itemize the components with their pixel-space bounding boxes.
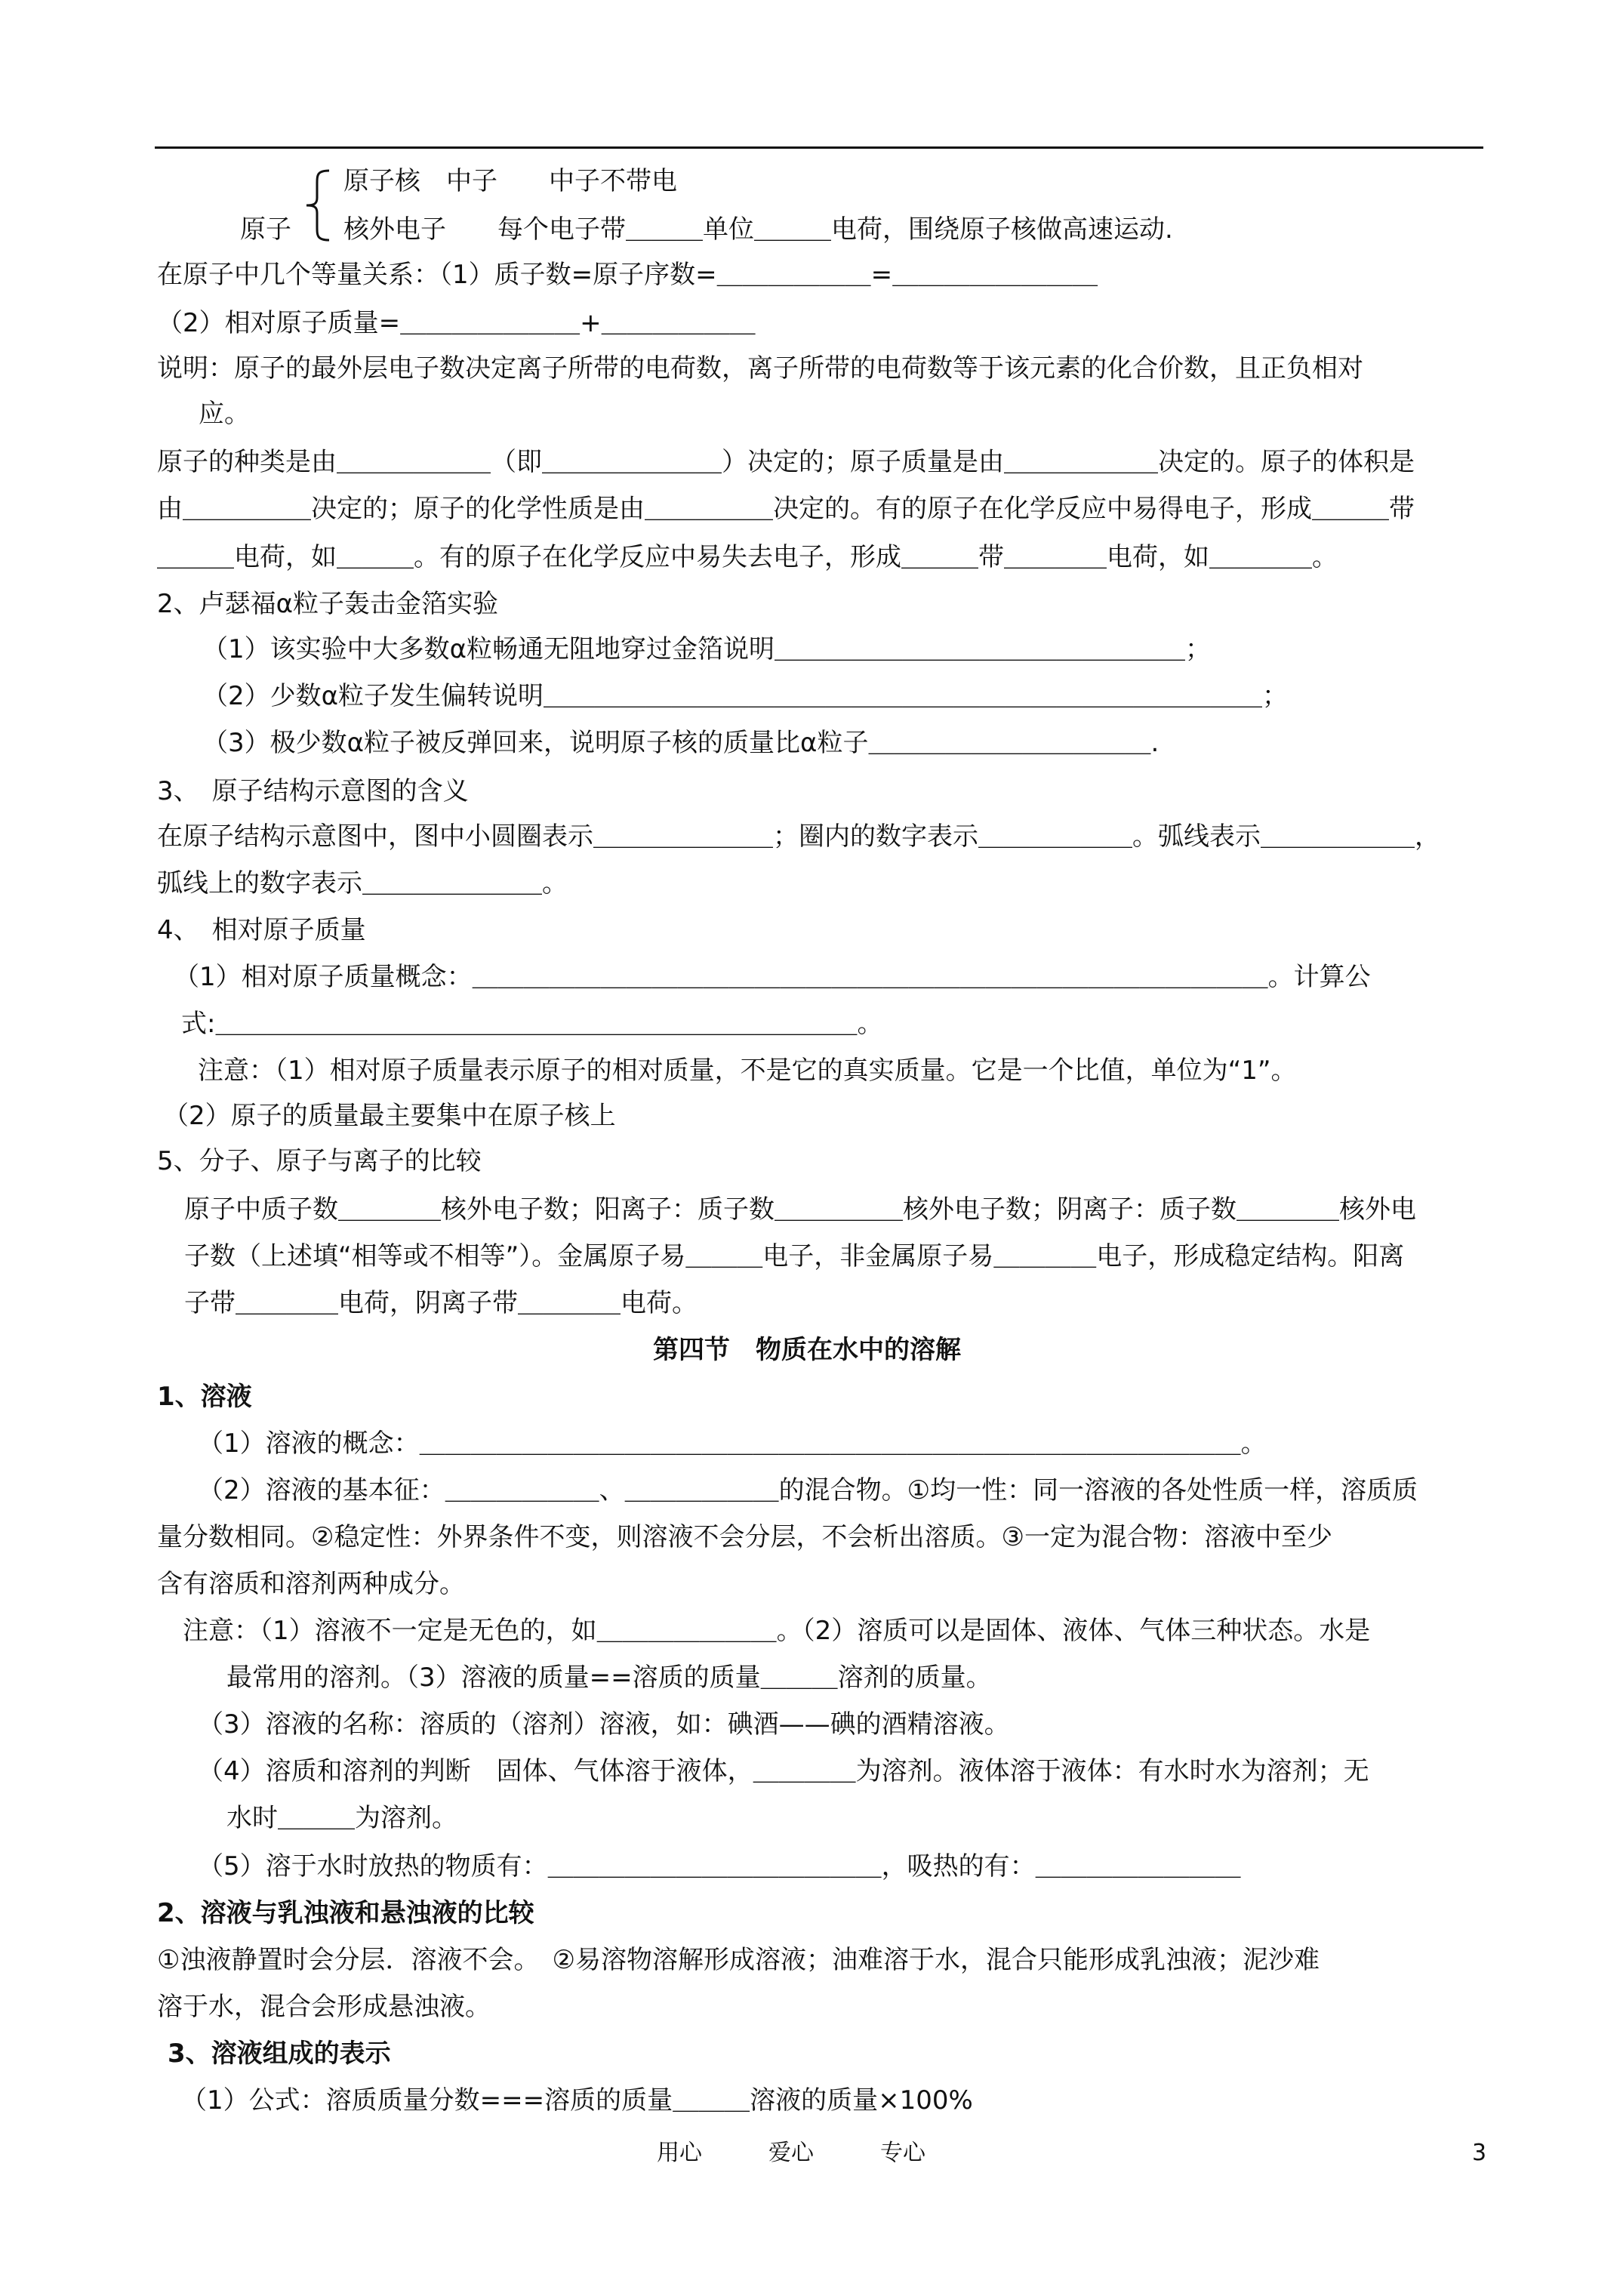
text-line: （1）溶液的概念：＿＿＿＿＿＿＿＿＿＿＿＿＿＿＿＿＿＿＿＿＿＿＿＿＿＿＿＿＿＿＿＿。 xyxy=(198,1428,1267,1459)
text-line: （4）溶质和溶剂的判断 固体、气体溶于液体，＿＿＿＿为溶剂。液体溶于液体：有水时水为溶剂；无 xyxy=(198,1756,1369,1786)
text-line: 弧线上的数字表示＿＿＿＿＿＿＿。 xyxy=(157,868,568,898)
curly-brace-icon xyxy=(302,168,332,243)
text-line: 溶于水，混合会形成悬浊液。 xyxy=(157,1992,491,2022)
section-heading: 3、 原子结构示意图的含义 xyxy=(157,776,469,806)
text-line: （2）少数α粒子发生偏转说明＿＿＿＿＿＿＿＿＿＿＿＿＿＿＿＿＿＿＿＿＿＿＿＿＿＿＿＿； xyxy=(202,681,1289,711)
note-line: （2）原子的质量最主要集中在原子核上 xyxy=(163,1101,616,1131)
section-heading: 3、溶液组成的表示 xyxy=(168,2039,391,2069)
text-line: 在原子结构示意图中，图中小圆圈表示＿＿＿＿＿＿＿；圈内的数字表示＿＿＿＿＿＿。弧线表示＿＿＿＿＿＿， xyxy=(157,821,1440,852)
page-number: 3 xyxy=(1472,2140,1487,2166)
text-line: 子数（上述填“相等或不相等”）。金属原子易＿＿＿电子，非金属原子易＿＿＿＿电子，形成稳定结构。阳离 xyxy=(184,1241,1405,1271)
text-line: 量分数相同。②稳定性：外界条件不变，则溶液不会分层，不会析出溶质。③一定为混合物：溶液中至少 xyxy=(157,1522,1332,1552)
section-heading: 2、卢瑟福α粒子轰击金箔实验 xyxy=(157,589,499,619)
section-title: 第四节 物质在水中的溶解 xyxy=(653,1335,961,1365)
text-line: （1）该实验中大多数α粒畅通无阻地穿过金箔说明＿＿＿＿＿＿＿＿＿＿＿＿＿＿＿＿； xyxy=(202,634,1212,664)
text-line: 说明：原子的最外层电子数决定离子所带的电荷数，离子所带的电荷数等于该元素的化合价数，且正负相对 xyxy=(157,353,1363,384)
text-line: （5）溶于水时放热的物质有：＿＿＿＿＿＿＿＿＿＿＿＿＿，吸热的有：＿＿＿＿＿＿＿＿ xyxy=(198,1851,1241,1881)
note-line: 注意：（1）相对原子质量表示原子的相对质量，不是它的真实质量。它是一个比值，单位为“1”。 xyxy=(198,1056,1297,1086)
atom-nucleus-line: 原子核 中子 中子不带电 xyxy=(343,166,677,196)
header-rule xyxy=(155,146,1483,149)
section-heading: 1、溶液 xyxy=(157,1382,252,1412)
text-line: ①浊液静置时会分层．溶液不会。 ②易溶物溶解形成溶液；油难溶于水，混合只能形成乳浊液；泥沙难 xyxy=(157,1945,1320,1975)
text-line: ＿＿＿电荷，如＿＿＿。有的原子在化学反应中易失去电子，形成＿＿＿带＿＿＿＿电荷，如＿＿＿＿。 xyxy=(157,542,1338,572)
note-line: 注意：（1）溶液不一定是无色的，如＿＿＿＿＿＿＿。（2）溶质可以是固体、液体、气体三种状态。水是 xyxy=(183,1616,1371,1646)
text-line: 水时＿＿＿为溶剂。 xyxy=(226,1803,457,1833)
atom-electron-line: 核外电子 每个电子带＿＿＿单位＿＿＿电荷，围绕原子核做高速运动. xyxy=(343,214,1173,245)
note-line: 最常用的溶剂。（3）溶液的质量==溶质的质量＿＿＿溶剂的质量。 xyxy=(226,1663,992,1693)
text-line: 应。 xyxy=(199,399,250,429)
text-line: 原子中质子数＿＿＿＿核外电子数；阳离子：质子数＿＿＿＿＿核外电子数；阴离子：质子数＿＿＿＿核外电 xyxy=(184,1194,1416,1225)
text-line: （1）公式：溶质质量分数===溶质的质量＿＿＿溶液的质量×100% xyxy=(181,2085,973,2116)
text-line: 原子的种类是由＿＿＿＿＿＿（即＿＿＿＿＿＿＿）决定的；原子质量是由＿＿＿＿＿＿决定的。原子的体积是 xyxy=(157,447,1415,477)
section-heading: 4、 相对原子质量 xyxy=(157,915,366,945)
text-line: （3）极少数α粒子被反弹回来，说明原子核的质量比α粒子＿＿＿＿＿＿＿＿＿＿＿. xyxy=(202,728,1160,758)
atom-root-label: 原子 xyxy=(240,214,291,245)
footer-text: 爱心 xyxy=(768,2140,814,2166)
text-line: （1）相对原子质量概念：＿＿＿＿＿＿＿＿＿＿＿＿＿＿＿＿＿＿＿＿＿＿＿＿＿＿＿＿＿＿＿。计算公 xyxy=(174,962,1371,992)
text-line: （2）溶液的基本征：＿＿＿＿＿＿、＿＿＿＿＿＿的混合物。①均一性：同一溶液的各处性质一样，溶质质 xyxy=(198,1475,1418,1505)
section-heading: 5、分子、原子与离子的比较 xyxy=(157,1146,482,1176)
text-line: （2）相对原子质量=＿＿＿＿＿＿＿+＿＿＿＿＿＿ xyxy=(157,308,756,338)
footer-text: 专心 xyxy=(880,2140,925,2166)
text-line: 由＿＿＿＿＿决定的；原子的化学性质是由＿＿＿＿＿决定的。有的原子在化学反应中易得电子，形成＿＿＿带 xyxy=(157,494,1415,524)
footer-text: 用心 xyxy=(657,2140,702,2166)
section-heading: 2、溶液与乳浊液和悬浊液的比较 xyxy=(157,1898,534,1928)
text-line: 子带＿＿＿＿电荷，阴离子带＿＿＿＿电荷。 xyxy=(184,1288,698,1318)
text-line: （3）溶液的名称：溶质的（溶剂）溶液，如：碘酒——碘的酒精溶液。 xyxy=(198,1709,1010,1740)
text-line: 在原子中几个等量关系：（1）质子数=原子序数=＿＿＿＿＿＿=＿＿＿＿＿＿＿＿ xyxy=(157,260,1098,290)
text-line: 含有溶质和溶剂两种成分。 xyxy=(157,1569,465,1599)
text-line: 式:＿＿＿＿＿＿＿＿＿＿＿＿＿＿＿＿＿＿＿＿＿＿＿＿＿。 xyxy=(181,1009,883,1039)
